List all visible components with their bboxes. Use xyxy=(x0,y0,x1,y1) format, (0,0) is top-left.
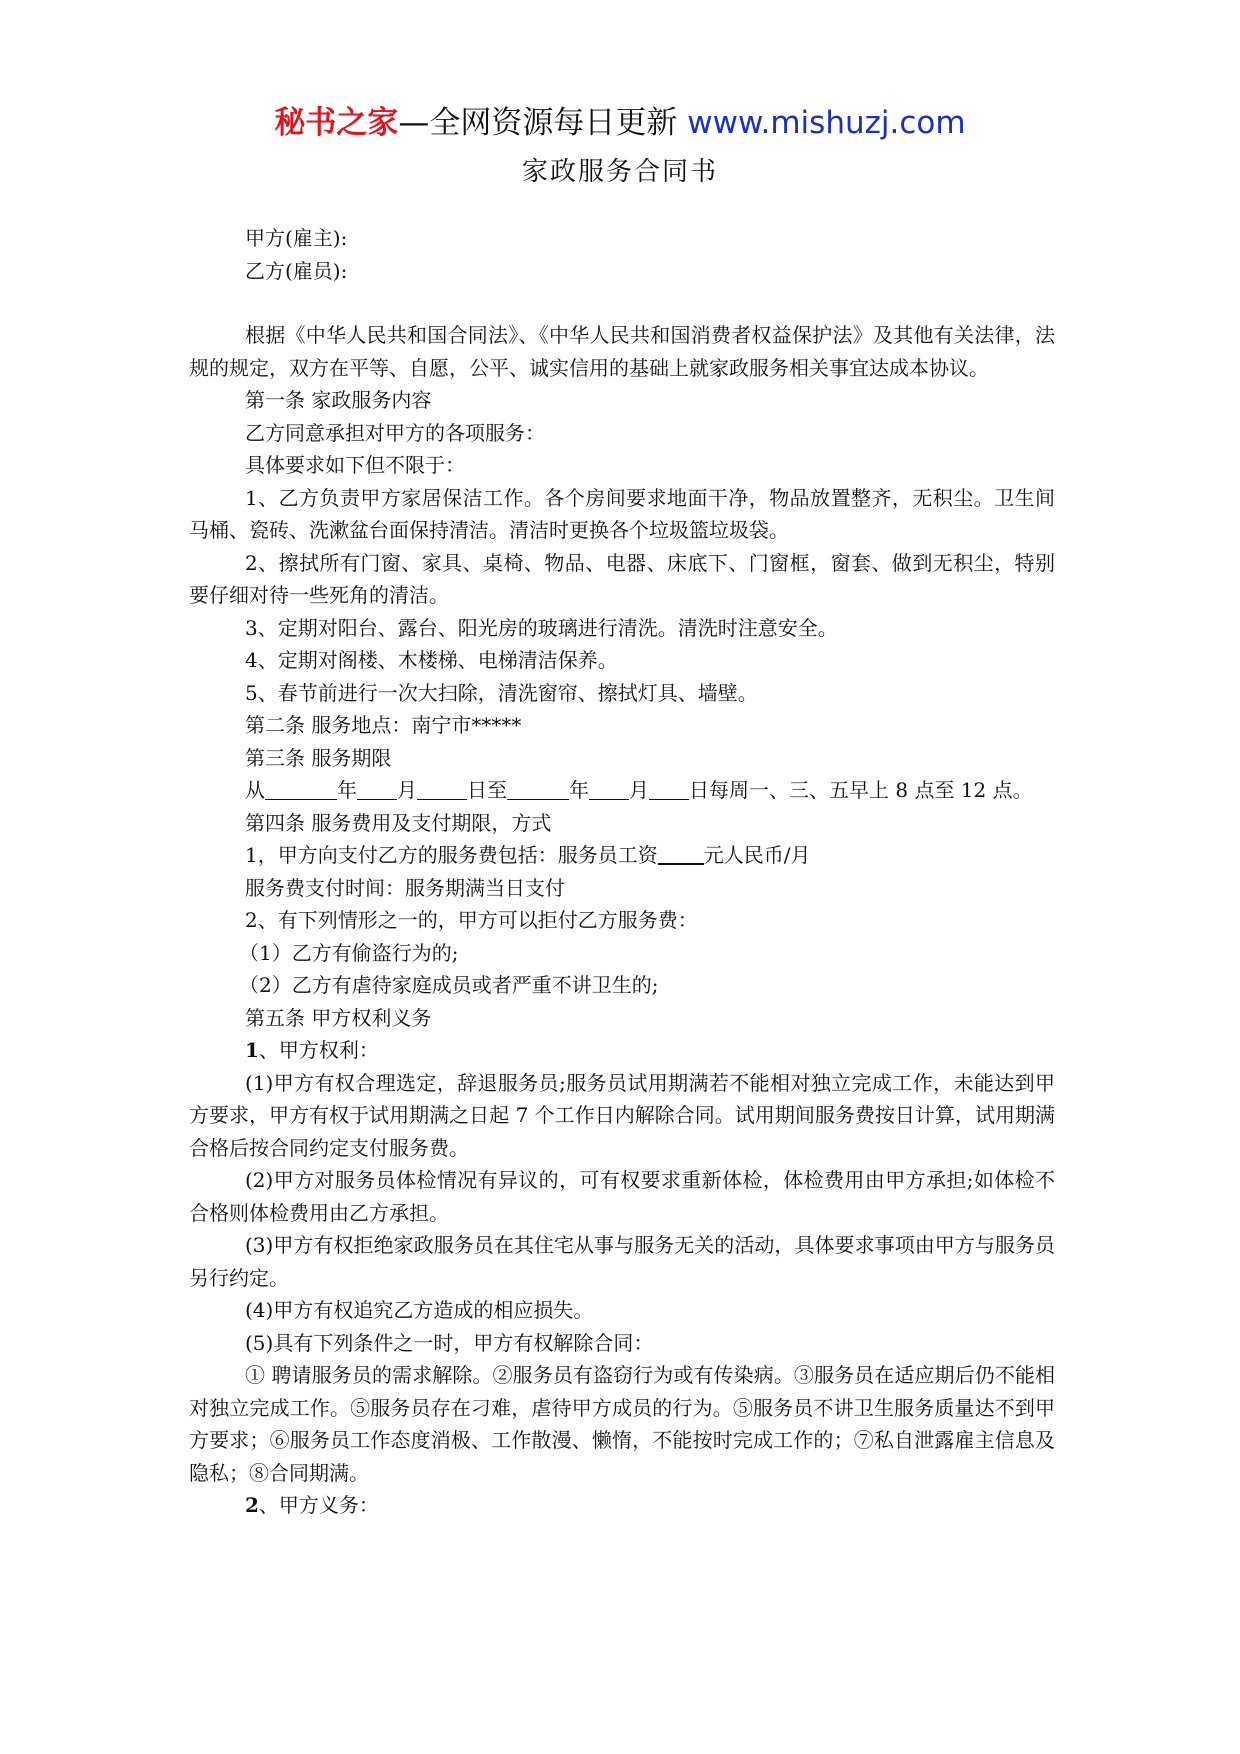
article-5-right-4: (4)甲方有权追究乙方造成的相应损失。 xyxy=(245,1298,594,1322)
article-5-duties-label: 2、甲方义务： xyxy=(245,1493,379,1517)
contract-body xyxy=(189,222,1055,1522)
article-5-right-5-detail: ① 聘请服务员的需求解除。②服务员有盗窃行为或有传染病。③服务员在适应期后仍不能相对独立完成工作。⑤服务员存在刁难，虐待甲方成员的行为。⑤服务员不讲卫生服务质量达不到甲方要求；⑥服务员工作态度消极、工作散漫、懒惰，不能按时完成工作的；⑦私自泄露雇主信息及隐私；⑧合同期满。 xyxy=(189,1363,1055,1485)
article-5-right-5: (5)具有下列条件之一时，甲方有权解除合同： xyxy=(245,1330,654,1355)
article-1-item-5: 5、春节前进行一次大扫除，清洗窗帘、擦拭灯具、墙壁。 xyxy=(245,680,758,705)
article-1-item-2: 2、擦拭所有门窗、家具、桌椅、物品、电器、床底下、门窗框，窗套、做到无积尘，特别要仔细对待一些死角的清洁。 xyxy=(189,550,1055,607)
article-3-heading: 第三条 服务期限 xyxy=(245,745,392,770)
blank-end-month xyxy=(589,777,629,800)
article-1-heading: 第一条 家政服务内容 xyxy=(245,388,432,412)
article-4-pay-time: 服务费支付时间：服务期满当日支付 xyxy=(245,875,565,900)
banner-slogan: —全网资源每日更新 xyxy=(398,105,688,141)
intro-paragraph: 根据《中华人民共和国合同法》、《中华人民共和国消费者权益保护法》及其他有关法律，法规的规定，双方在平等、自愿，公平、诚实信用的基础上就家政服务相关事宜达成本协议。 xyxy=(189,323,1055,380)
article-1-item-3: 3、定期对阳台、露台、阳光房的玻璃进行清洗。清洗时注意安全。 xyxy=(245,615,838,640)
article-1-line-2: 具体要求如下但不限于： xyxy=(245,453,465,477)
party-b-line: 乙方(雇员): xyxy=(245,258,348,283)
article-5-right-1: (1)甲方有权合理选定，辞退服务员;服务员试用期满若不能相对独立完成工作，未能达到甲方要求，甲方有权于试用期满之日起 7 个工作日内解除合同。试用期间服务费按日计算，试用期满合格后按合同约定支付服务费。 xyxy=(189,1070,1055,1160)
banner-brand: 秘书之家 xyxy=(274,105,399,141)
banner-url-link[interactable]: www.mishuzj.com xyxy=(687,105,966,141)
article-1-item-1: 1、乙方负责甲方家居保洁工作。各个房间要求地面干净，物品放置整齐，无积尘。卫生间马桶、瓷砖、洗漱盆台面保持清洁。清洁时更换各个垃圾篮垃圾袋。 xyxy=(189,485,1055,542)
article-4-refuse: 2、有下列情形之一的，甲方可以拒付乙方服务费： xyxy=(245,908,698,932)
article-4-fee-line: 1，甲方向支付乙方的服务费包括：服务员工资 元人民币/月 xyxy=(245,843,811,867)
blank-salary xyxy=(658,841,704,865)
article-1-line-1: 乙方同意承担对甲方的各项服务： xyxy=(245,420,545,445)
article-1-item-4: 4、定期对阁楼、木楼梯、电梯清洁保养。 xyxy=(245,648,618,672)
party-a-line: 甲方(雇主): xyxy=(245,226,348,250)
blank-end-day xyxy=(649,777,689,800)
article-2-line: 第二条 服务地点：南宁市***** xyxy=(245,713,522,737)
blank-start-year xyxy=(265,777,337,800)
blank-start-month xyxy=(357,777,397,800)
article-5-heading: 第五条 甲方权利义务 xyxy=(245,1005,432,1030)
article-4-heading: 第四条 服务费用及支付期限，方式 xyxy=(245,810,552,835)
site-banner xyxy=(0,100,1240,146)
blank-start-day xyxy=(417,777,467,800)
article-5-rights-label: 1、甲方权利： xyxy=(245,1038,379,1062)
article-3-term-line: 从 年 月 日至 年 月 日每周一、三、五早上 8 点至 12 点。 xyxy=(245,778,1033,802)
page-title: 家政服务合同书 xyxy=(521,157,718,187)
article-5-right-2: (2)甲方对服务员体检情况有异议的，可有权要求重新体检，体检费用由甲方承担;如体检不合格则体检费用由乙方承担。 xyxy=(189,1168,1055,1225)
article-4-case-1: （1）乙方有偷盗行为的; xyxy=(239,940,459,965)
blank-end-year xyxy=(507,777,569,800)
article-4-case-2: （2）乙方有虐待家庭成员或者严重不讲卫生的; xyxy=(239,973,659,997)
article-5-right-3: (3)甲方有权拒绝家政服务员在其住宅从事与服务无关的活动，具体要求事项由甲方与服务员另行约定。 xyxy=(189,1233,1055,1290)
